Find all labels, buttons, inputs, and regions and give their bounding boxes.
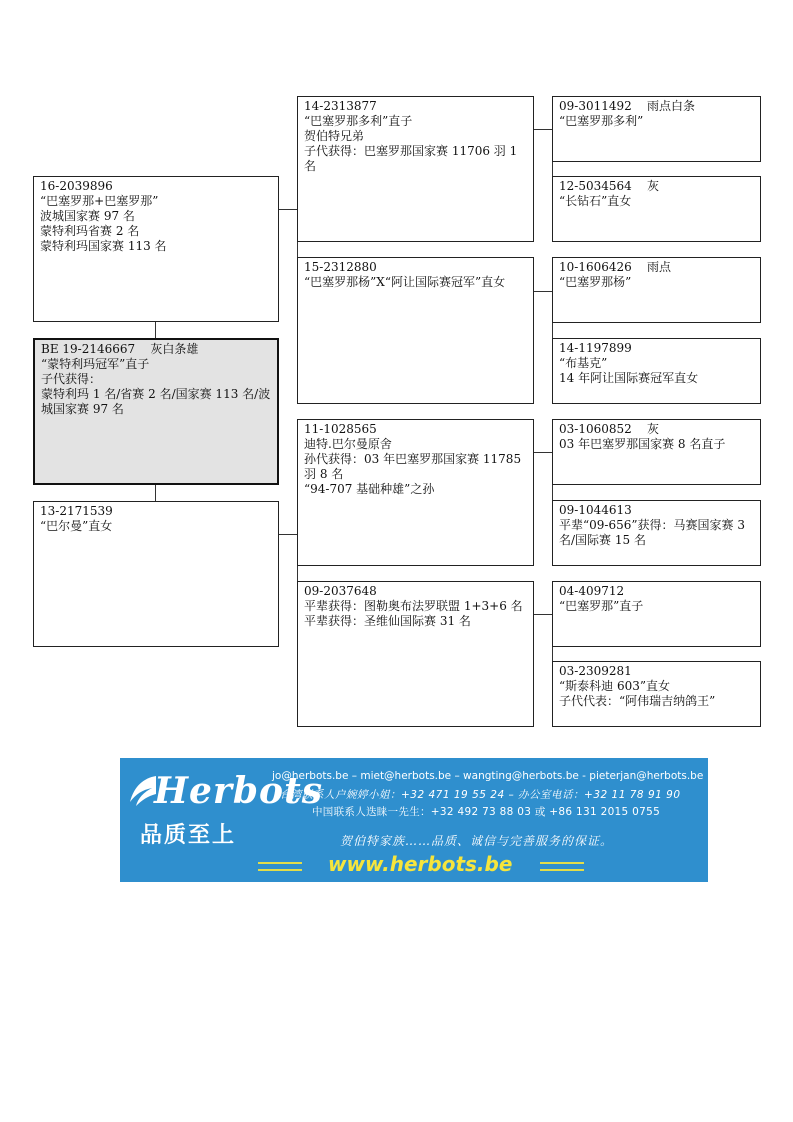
sire-line: 蒙特利玛省赛 2 名: [40, 224, 140, 238]
sire-line: 波城国家赛 97 名: [40, 209, 135, 223]
pedigree-box-dam-sire: [297, 419, 534, 566]
connector-line: [278, 534, 297, 535]
sire-sire-ring-number: 14-2313877: [304, 99, 377, 113]
g3-line: 平辈“09-656”获得：马赛国家赛 3 名/国际赛 15 名: [559, 518, 749, 547]
pedigree-box-sire: [33, 176, 279, 322]
slogan: 品质至上: [140, 823, 237, 848]
subject-line: “蒙特利玛冠军”直子: [41, 357, 150, 371]
g3-ring-number: 04-409712: [559, 584, 625, 598]
sire-line: “巴塞罗那+巴塞罗那”: [40, 194, 159, 208]
decorative-lines-left: [258, 862, 302, 871]
connector-line: [155, 484, 156, 501]
subject-ring-number: BE 19-2146667 灰白条雄: [41, 342, 199, 356]
pedigree-box-g3-1: [552, 96, 761, 162]
pedigree-box-g3-6: [552, 500, 761, 566]
pedigree-box-g3-4: [552, 338, 761, 404]
sire-line: 蒙特利玛国家赛 113 名: [40, 239, 167, 253]
sire-sire-line: 贺伯特兄弟: [304, 129, 365, 143]
sire-ring-number: 16-2039896: [40, 179, 113, 193]
connector-line: [155, 321, 156, 338]
sire-sire-line: “巴塞罗那多利”直子: [304, 114, 413, 128]
g3-ring-number: 09-3011492 雨点白条: [559, 99, 696, 113]
pedigree-box-sire-dam: [297, 257, 534, 404]
g3-ring-number: 12-5034564 灰: [559, 179, 660, 193]
g3-line: “巴塞罗那多利”: [559, 114, 644, 128]
contact-emails: jo@herbots.be – miet@herbots.be – wangting@herbots.be - pieterjan@herbots.be: [272, 770, 704, 782]
g3-ring-number: 09-1044613: [559, 503, 632, 517]
sire-sire-line: 子代获得：巴塞罗那国家赛 11706 羽 1 名: [304, 144, 522, 173]
g3-line: “巴塞罗那杨”: [559, 275, 632, 289]
g3-line: “巴塞罗那”直子: [559, 599, 644, 613]
dam-sire-line: 迪特.巴尔曼原舍: [304, 437, 392, 451]
g3-line: 14 年阿让国际赛冠军直女: [559, 371, 699, 385]
dam-dam-line: 平辈获得：圣维仙国际赛 31 名: [304, 614, 471, 628]
herbots-banner: [120, 758, 708, 882]
subject-line: 子代获得：: [41, 372, 102, 386]
g3-ring-number: 10-1606426 雨点: [559, 260, 672, 274]
dam-sire-ring-number: 11-1028565: [304, 422, 377, 436]
herbots-logo: [128, 766, 323, 814]
pedigree-box-g3-8: [552, 661, 761, 727]
logo-text: Herbots: [154, 770, 323, 812]
contact-taiwan: 台湾联系人户婉婷小姐：+32 471 19 55 24 – 办公室电话：+32 11 78 91 90: [280, 789, 681, 801]
g3-ring-number: 03-1060852 灰: [559, 422, 660, 436]
website-link[interactable]: www.herbots.be: [328, 852, 513, 876]
pedigree-box-dam-dam: [297, 581, 534, 727]
connector-line: [533, 291, 552, 292]
pedigree-box-subject: [33, 338, 279, 485]
dam-line: “巴尔曼”直女: [40, 519, 113, 533]
dam-dam-ring-number: 09-2037648: [304, 584, 377, 598]
g3-ring-number: 03-2309281: [559, 664, 632, 678]
g3-line: “斯泰科迪 603”直女: [559, 679, 670, 693]
pedigree-box-sire-sire: [297, 96, 534, 242]
dam-ring-number: 13-2171539: [40, 504, 113, 518]
contact-china: 中国联系人迭睐一先生：+32 492 73 88 03 或 +86 131 2015 0755: [312, 806, 661, 818]
pedigree-box-g3-3: [552, 257, 761, 323]
connector-line: [533, 452, 552, 453]
subject-line: 蒙特利玛 1 名/省赛 2 名/国家赛 113 名/波城国家赛 97 名: [41, 387, 271, 416]
connector-line: [533, 614, 552, 615]
pedigree-box-g3-7: [552, 581, 761, 647]
g3-line: 子代代表：“阿伟瑞吉纳鸽王”: [559, 694, 716, 708]
connector-line: [533, 129, 552, 130]
dam-dam-line: 平辈获得：图勒奥布法罗联盟 1+3+6 名: [304, 599, 523, 613]
dam-sire-line: “94-707 基础种雄”之孙: [304, 482, 435, 496]
tagline: 贺伯特家族……品质、诚信与完善服务的保证。: [340, 834, 614, 848]
pedigree-box-g3-2: [552, 176, 761, 242]
pedigree-box-dam: [33, 501, 279, 647]
pedigree-box-g3-5: [552, 419, 761, 485]
decorative-lines-right: [540, 862, 584, 871]
g3-line: “长钻石”直女: [559, 194, 632, 208]
sire-dam-line: “巴塞罗那杨”X“阿让国际赛冠军”直女: [304, 275, 506, 289]
sire-dam-ring-number: 15-2312880: [304, 260, 377, 274]
g3-line: 03 年巴塞罗那国家赛 8 名直子: [559, 437, 726, 451]
g3-line: “布基克”: [559, 356, 608, 370]
connector-line: [278, 209, 297, 210]
g3-ring-number: 14-1197899: [559, 341, 632, 355]
dam-sire-line: 孙代获得：03 年巴塞罗那国家赛 11785 羽 8 名: [304, 452, 525, 481]
